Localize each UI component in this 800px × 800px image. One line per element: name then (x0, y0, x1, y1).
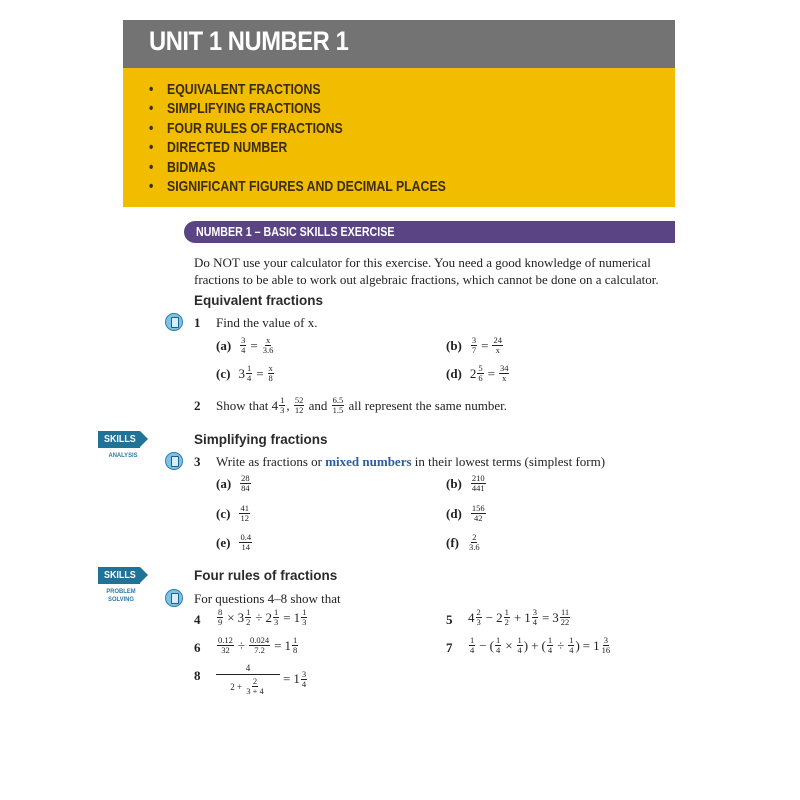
question-text: Show that 4 $\frac{1}{3}$ , $\frac{52}{12}$ and $\frac{6.5}{1.5}$ all represent the same number. (216, 395, 508, 415)
fraction: $\frac{41}{12}$ (240, 503, 249, 523)
question-part: (c) 3 $\frac{1}{4}$ = $\frac{x}{8}$ (216, 363, 273, 383)
fraction: $\frac{52}{12}$ (294, 395, 304, 415)
bullet-icon: • (149, 119, 154, 137)
section-heading-equivalent: Equivalent fractions (194, 293, 324, 308)
question-number: 2 (194, 398, 201, 413)
no-calculator-icon (165, 452, 183, 470)
question-number: 4 (194, 612, 201, 627)
skills-tag: SKILLS (98, 431, 148, 448)
topic-item: • DIRECTED NUMBER (149, 139, 288, 157)
question-part: (c) $\frac{41}{12}$ (216, 503, 249, 523)
question-part: (f) $\frac{2}{3.6}$ (446, 532, 480, 552)
no-calculator-icon (165, 589, 183, 607)
topics-list (149, 80, 511, 196)
question-expression: $\frac{1}{4}$ − ( $\frac{1}{4}$ × $\frac{1}{4}$ ) + ( $\frac{1}{4}$ ÷ $\frac{1}{4}$ ) = 1 $\frac{3}{16}$ (470, 635, 611, 655)
question-part: (d) $\frac{156}{42}$ (446, 503, 485, 523)
question-number: 3 (194, 454, 201, 469)
fraction: $\frac{x}{3.6}$ (262, 335, 274, 355)
bullet-icon: • (149, 100, 154, 118)
fraction: $\frac{0.4}{14}$ (240, 532, 252, 552)
topic-item: • FOUR RULES OF FRACTIONS (149, 119, 343, 137)
fraction: $\frac{210}{441}$ (471, 473, 485, 493)
complex-fraction: 4 2 + $\frac{2}{3 + 4}$ (216, 662, 280, 696)
question-number: 7 (446, 640, 453, 655)
bullet-icon: • (149, 177, 154, 195)
fraction: $\frac{3}{4}$ (241, 335, 246, 355)
question-number: 1 (194, 315, 201, 330)
question-expression: $\frac{8}{9}$ × 3 $\frac{1}{2}$ ÷ 2 $\frac{1}{3}$ = 1 $\frac{1}{3}$ (218, 607, 307, 627)
fraction: $\frac{1}{4}$ (246, 363, 252, 383)
keyword-link[interactable]: mixed numbers (325, 454, 412, 469)
exercise-title-bar (184, 221, 675, 243)
question-part: (d) 2 $\frac{5}{6}$ = $\frac{34}{x}$ (446, 363, 509, 383)
question-text: Write as fractions or mixed numbers in their lowest terms (simplest form) (216, 454, 606, 469)
fraction: $\frac{28}{84}$ (241, 473, 250, 493)
question-part: (e) $\frac{0.4}{14}$ (216, 532, 252, 552)
question-number: 8 (194, 668, 201, 683)
fraction: $\frac{156}{42}$ (471, 503, 485, 523)
topic-item: • SIGNIFICANT FIGURES AND DECIMAL PLACES (149, 177, 446, 195)
question-intro: For questions 4–8 show that (194, 591, 341, 606)
question-part: (a) $\frac{3}{4}$ = $\frac{x}{3.6}$ (216, 335, 274, 355)
fraction: $\frac{1}{3}$ (280, 395, 285, 415)
question-part: (b) $\frac{3}{7}$ = $\frac{24}{x}$ (446, 335, 502, 355)
topic-item: • BIDMAS (149, 158, 216, 176)
section-heading-four-rules: Four rules of fractions (194, 568, 338, 583)
fraction: $\frac{6.5}{1.5}$ (332, 395, 344, 415)
fraction: $\frac{x}{8}$ (268, 363, 273, 383)
exercise-intro: Do NOT use your calculator for this exercise. You need a good knowledge of numerical fractions to be able to work out algebraic fractions, which cannot be done on a calculator. (194, 255, 659, 287)
fraction: $\frac{3}{7}$ (471, 335, 477, 355)
bullet-icon: • (149, 139, 154, 157)
question-expression: 4 2 + $\frac{2}{3 + 4}$ = 1 $\frac{3}{4}$ (216, 662, 308, 696)
question-expression: $\frac{0.12}{32}$ ÷ $\frac{0.024}{7.2}$ = 1 $\frac{1}{8}$ (218, 635, 298, 655)
fraction: $\frac{24}{x}$ (493, 335, 502, 355)
question-text: Find the value of x. (216, 315, 318, 330)
skills-subtitle: PROBLEM SOLVING (106, 588, 136, 603)
question-number: 6 (194, 640, 201, 655)
fraction: $\frac{2}{3.6}$ (469, 532, 480, 552)
exercise-title: NUMBER 1 – BASIC SKILLS EXERCISE (196, 224, 395, 239)
topic-item: • EQUIVALENT FRACTIONS (149, 81, 321, 98)
unit-header (123, 20, 675, 68)
skills-subtitle: ANALYSIS (108, 452, 138, 459)
skills-tag: SKILLS (98, 567, 148, 584)
question-part: (a) $\frac{28}{84}$ (216, 473, 250, 493)
bullet-icon: • (149, 158, 154, 176)
fraction: $\frac{34}{x}$ (499, 363, 509, 383)
question-number: 5 (446, 612, 453, 627)
unit-title: UNIT 1 NUMBER 1 (149, 26, 349, 56)
question-part: (b) $\frac{210}{441}$ (446, 473, 485, 493)
bullet-icon: • (149, 81, 154, 98)
fraction: $\frac{5}{6}$ (478, 363, 483, 383)
no-calculator-icon (165, 313, 183, 331)
section-heading-simplifying: Simplifying fractions (194, 432, 328, 447)
question-expression: 4 $\frac{2}{3}$ − 2 $\frac{1}{2}$ + 1 $\frac{3}{4}$ = 3 $\frac{11}{22}$ (468, 607, 570, 627)
topic-item: • SIMPLIFYING FRACTIONS (149, 100, 321, 118)
topics-box (123, 68, 675, 207)
